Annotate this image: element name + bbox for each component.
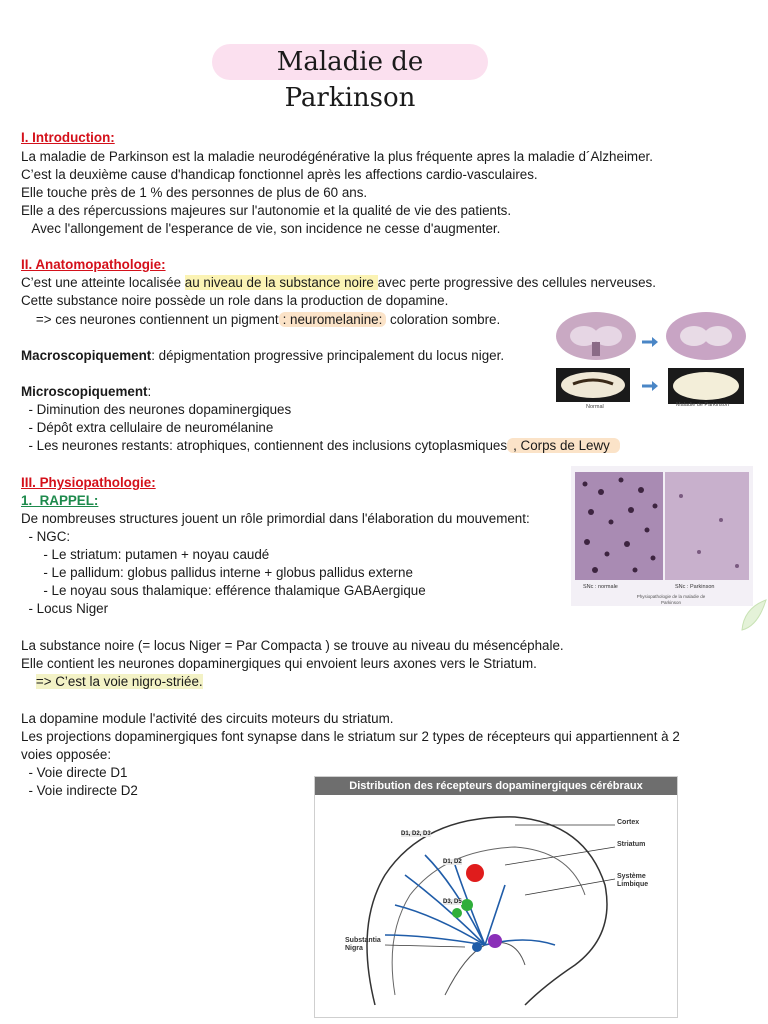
subsection-heading-rappel: 1. RAPPEL:	[21, 493, 99, 508]
list-item: - Voie directe D1	[21, 765, 128, 780]
paragraph-line	[21, 673, 203, 691]
paragraph-line	[21, 311, 500, 329]
paragraph-line: Elle contient les neurones dopaminergiques qui envoient leurs axones vers le Striatum.	[21, 656, 537, 671]
paragraph-line: C’est la deuxième cause d'handicap fonctionnel après les affections cardio-vasculaires.	[21, 167, 538, 182]
receptor-marker-red	[466, 864, 484, 882]
page-title: Maladie de Parkinson	[212, 44, 488, 80]
paragraph-line: Avec l'allongement de l'esperance de vie, son incidence ne cesse d'augmenter.	[21, 221, 501, 236]
list-item: - NGC:	[21, 529, 71, 544]
highlight-voie-nigro-striee: => C’est la voie nigro-striée.	[35, 674, 203, 689]
paragraph-line: Elle touche près de 1 % des personnes de plus de 60 ans.	[21, 185, 368, 200]
paragraph-line: Les projections dopaminergiques font synapse dans le striatum sur 2 types de récepteurs qui appartiennent à 2	[21, 729, 680, 744]
bold-label: Macroscopiquement	[21, 348, 152, 363]
text-segment: : dépigmentation progressive principalement du locus niger.	[151, 348, 505, 363]
highlight-neuromelanine: : neuromelanine:	[279, 312, 387, 327]
section-heading-anatomopathologie: II. Anatomopathologie:	[21, 257, 166, 272]
paragraph-line: De nombreuses structures jouent un rôle primordial dans l'élaboration du mouvement:	[21, 511, 530, 526]
section-heading-physiopathologie: III. Physiopathologie:	[21, 475, 156, 490]
text-segment: => ces neurones contiennent un pigment	[21, 312, 279, 327]
figure-macroscopic-sections	[548, 306, 754, 416]
label-receptors: D3, D5	[443, 899, 462, 905]
list-item: - Dépôt extra cellulaire de neuromélanine	[21, 420, 274, 435]
label-limbic: Système Limbique	[617, 873, 649, 888]
list-item: - Le pallidum: globus pallidus interne + globus pallidus externe	[21, 565, 413, 580]
figure-label: SNc : Parkinson	[675, 584, 715, 590]
label-receptors: D1, D2, D3	[401, 831, 431, 837]
paragraph-line: Cette substance noire possède un role dans la production de dopamine.	[21, 293, 449, 308]
paragraph-line	[21, 383, 151, 401]
histology-parkinson	[665, 472, 749, 580]
paragraph-line: Elle a des répercussions majeures sur l'autonomie et la qualité de vie des patients.	[21, 203, 512, 218]
label-substantia-nigra: Substantia Nigra	[345, 937, 381, 952]
text-segment: avec perte progressive des cellules nerveuses.	[377, 275, 656, 290]
figure-caption: Physiopathologie de la maladie de Parkinson	[636, 594, 706, 605]
section-parkinson-bottom	[673, 372, 739, 400]
figure-label: Maladie de Parkinson	[676, 402, 729, 408]
paragraph-line	[21, 347, 504, 365]
list-item: - Le striatum: putamen + noyau caudé	[21, 547, 270, 562]
brainstem-outline	[445, 943, 525, 996]
list-item: - Voie indirecte D2	[21, 783, 138, 798]
histology-normal	[575, 472, 663, 580]
bold-label: Microscopiquement	[21, 384, 148, 399]
brain-diagram	[315, 795, 677, 1017]
list-item: - Diminution des neurones dopaminergiques	[21, 402, 292, 417]
figure-header: Distribution des récepteurs dopaminergiques cérébraux	[315, 777, 677, 795]
brain-sections-image	[548, 306, 754, 416]
receptor-marker-green	[452, 908, 462, 918]
section-detail	[592, 342, 600, 356]
text-segment: C’est une atteinte localisée	[21, 275, 185, 290]
paragraph-line: La dopamine module l'activité des circuits moteurs du striatum.	[21, 711, 394, 726]
paragraph-line: La substance noire (= locus Niger = Par Compacta ) se trouve au niveau du mésencéphale.	[21, 638, 564, 653]
arrow-icon	[652, 381, 658, 391]
label-receptors: D1, D2	[443, 859, 462, 865]
text-segment: - Les neurones restants: atrophiques, contiennent des inclusions cytoplasmiques	[21, 438, 508, 453]
label-cortex: Cortex	[617, 819, 640, 826]
section-heading-introduction: I. Introduction:	[21, 130, 115, 145]
figure-receptor-distribution	[314, 776, 678, 1018]
receptor-marker-purple	[488, 934, 502, 948]
text-segment: coloration sombre.	[386, 312, 501, 327]
figure-microscopic	[571, 466, 753, 606]
figure-label: Normal	[586, 404, 604, 410]
brain-inner-outline	[392, 847, 585, 995]
section-normal-bottom	[561, 372, 625, 398]
substantia-nigra-marker	[472, 942, 482, 952]
list-item: - Locus Niger	[21, 601, 109, 616]
section-detail	[680, 326, 708, 346]
label-striatum: Striatum	[617, 841, 646, 848]
paragraph-line: La maladie de Parkinson est la maladie neurodégénérative la plus fréquente apres la maladie d´Alzheimer.	[21, 149, 653, 164]
paragraph-line	[21, 274, 656, 292]
highlight-substance-noire: au niveau de la substance noire	[184, 275, 378, 290]
text-segment	[21, 674, 36, 689]
text-segment: :	[147, 384, 152, 399]
section-detail	[704, 326, 732, 346]
list-item: - Le noyau sous thalamique: efférence thalamique GABAergique	[21, 583, 426, 598]
arrow-icon	[652, 337, 658, 347]
brain-outline	[367, 817, 607, 1005]
list-item	[21, 437, 620, 455]
highlight-corps-de-lewy: , Corps de Lewy	[507, 438, 619, 453]
leaf-decoration-icon	[738, 596, 768, 636]
figure-label: SNc : normale	[583, 584, 618, 590]
receptor-marker-green	[461, 899, 473, 911]
paragraph-line: voies opposée:	[21, 747, 112, 762]
